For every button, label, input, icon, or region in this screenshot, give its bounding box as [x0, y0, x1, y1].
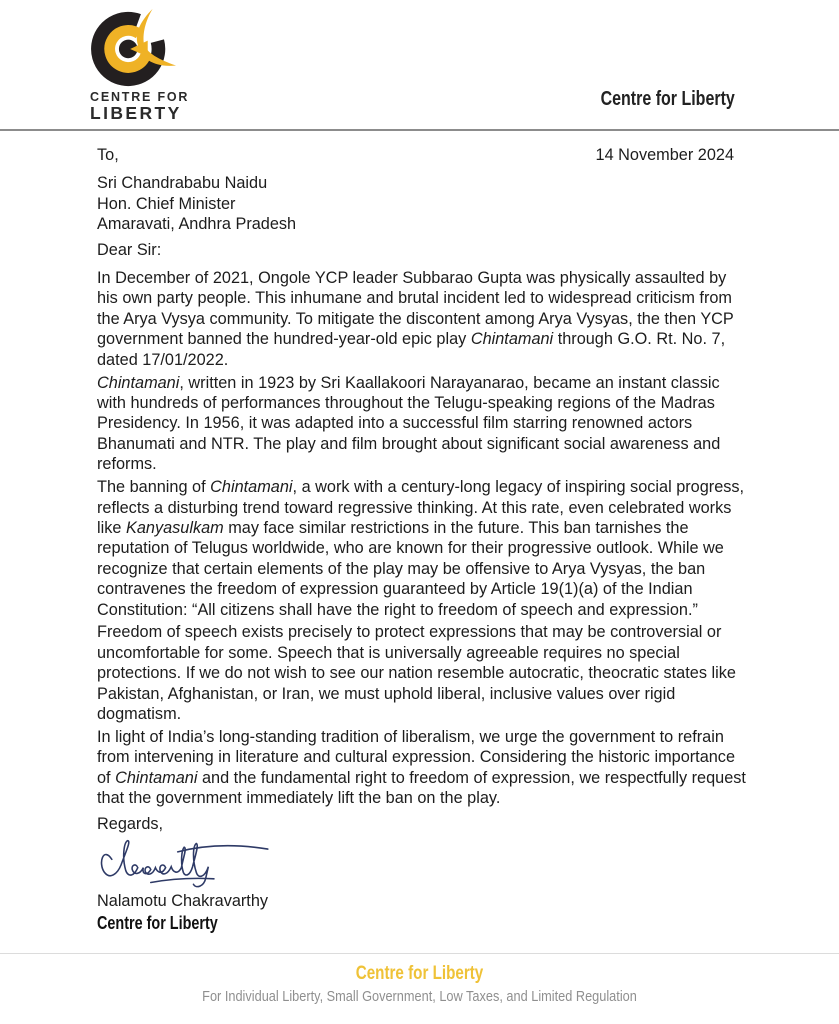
signer-organization: Centre for Liberty [97, 913, 218, 934]
signer-name: Nalamotu Chakravarthy [97, 892, 269, 910]
recipient-location: Amaravati, Andhra Pradesh [97, 215, 297, 234]
recipient-name: Sri Chandrababu Naidu [97, 174, 268, 193]
paragraph-2: Chintamani, written in 1923 by Sri Kaallakoori Narayanarao, became an instant classic with hundreds of performances throughout the Telugu-speaking regions of the Madras Presidency. In 1956, it was adapted into a successful film starring renowned actors Bhanumati and NTR. The play and film brought about significant social awareness and reforms. [97, 373, 721, 474]
header-org-name: Centre for Liberty [600, 88, 735, 110]
letterhead-logo-block [88, 6, 189, 123]
logo-caption-line1: CENTRE FOR [90, 90, 190, 104]
recipient-title: Hon. Chief Minister [97, 194, 236, 213]
page-footer [0, 953, 839, 1005]
letter-content [97, 145, 747, 934]
to-label: To, [97, 146, 119, 164]
handwritten-signature [95, 837, 279, 889]
paragraph-3: The banning of Chintamani, a work with a century-long legacy of inspiring social progress, reflects a disturbing trend toward regressive thinking. At this rate, even celebrated works like Kanyasulkam may face similar restrictions in the future. This ban tarnishes the reputation of Telugus worldwide, who are known for their progressive outlook. While we recognize that certain elements of the play may be offensive to Arya Vysyas, the ban contravenes the freedom of expression guaranteed by Article 19(1)(a) of the Indian Constitution: “All citizens shall have the right to freedom of speech and expression.” [97, 478, 745, 619]
salutation: Dear Sir: [97, 240, 162, 259]
footer-tagline: For Individual Liberty, Small Government, Low Taxes, and Limited Regulation [202, 988, 637, 1005]
paragraph-1: In December of 2021, Ongole YCP leader Subbarao Gupta was physically assaulted by his own party people. This inhumane and brutal incident led to widespread criticism from the Arya Vysya community. To mitigate the discontent among Arya Vysyas, the then YCP government banned the hundred-year-old epic play Chintamani through G.O. Rt. No. 7, dated 17/01/2022. [97, 269, 734, 369]
closing: Regards, [97, 814, 164, 833]
logo-caption-line2: LIBERTY [90, 103, 182, 124]
paragraph-4: Freedom of speech exists precisely to protect expressions that may be controversial or uncomfortable for some. Speech that is universally agreeable requires no special protections. If we do not wish to see our nation resemble autocratic, theocratic states like Pakistan, Afghanistan, or Iran, we must uphold liberal, inclusive values over rigid dogmatism. [97, 623, 736, 724]
to-and-date-row [97, 145, 747, 165]
header-divider [0, 129, 839, 131]
footer-org-name: Centre for Liberty [355, 963, 484, 984]
paragraph-5: In light of India’s long-standing tradition of liberalism, we urge the government to refrain from intervening in literature and cultural expression. Considering the historic importance of Chintamani and the fundamental right to freedom of expression, we respectfully request that the government immediately lift the ban on the play. [97, 727, 746, 808]
letter-date: 14 November 2024 [595, 146, 734, 164]
centre-for-liberty-logo-icon [88, 6, 185, 88]
recipient-address-block [97, 173, 747, 234]
logo-caption [90, 91, 189, 123]
